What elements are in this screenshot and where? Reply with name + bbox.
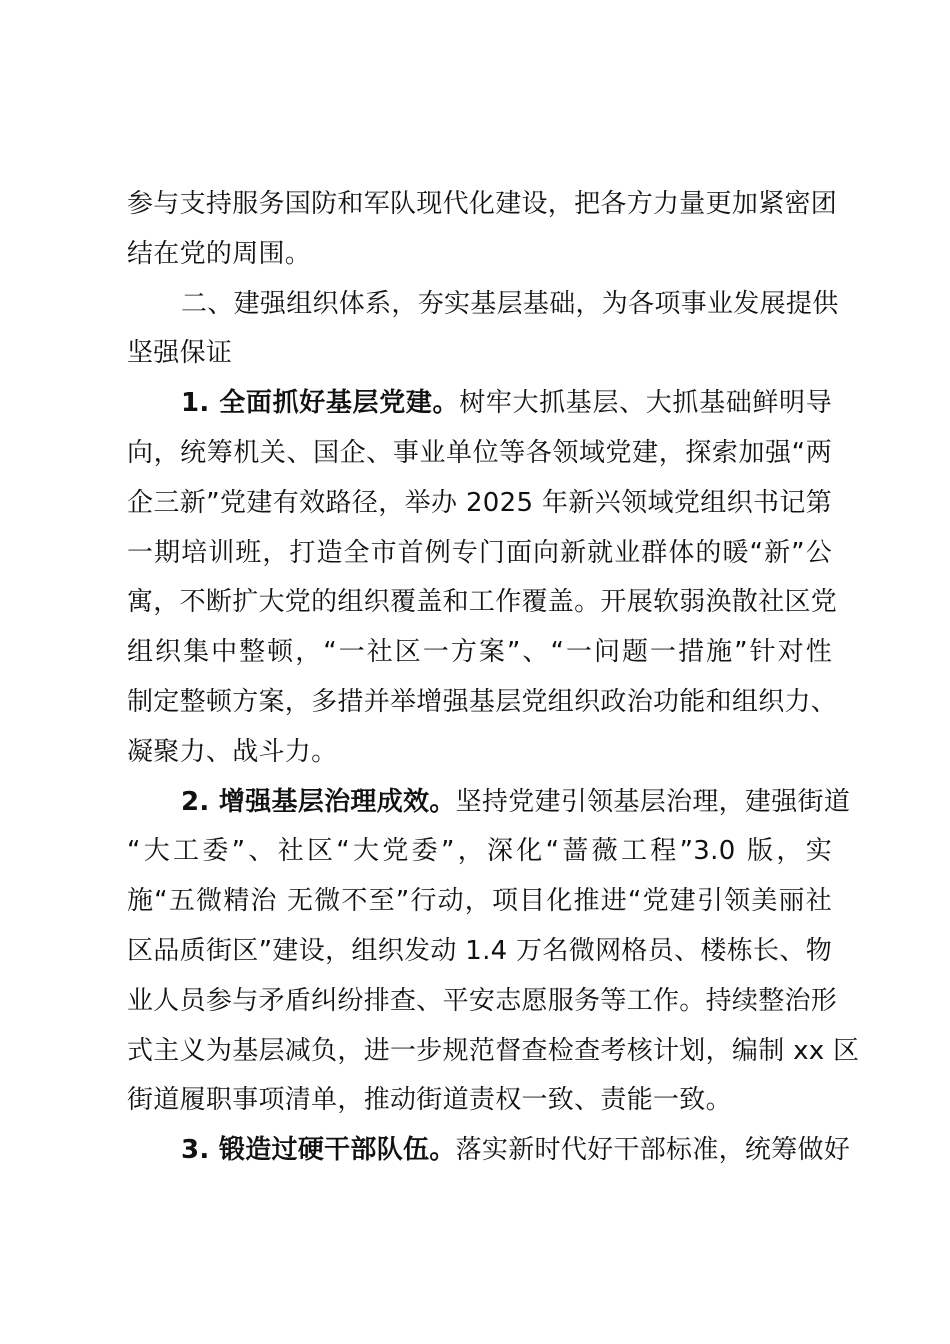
item-text: 树牢大抓基层、大抓基础鲜明导 (459, 388, 833, 419)
item-text: 落实新时代好干部标准，统筹做好 (455, 1135, 851, 1166)
item-text: 坚持党建引领基层治理，建强街道 (455, 786, 851, 817)
text-line: 式主义为基层减负，进一步规范督查检查考核计划，编制 xx 区 (127, 1035, 860, 1066)
item-lead: 3. 锻造过硬干部队伍。 (181, 1135, 456, 1166)
item-3-paragraph (127, 1126, 851, 1176)
text-line: 参与支持服务国防和军队现代化建设，把各方力量更加紧密团 (127, 189, 838, 219)
text-line: 向，统筹机关、国企、事业单位等各领域党建，探索加强“两 (127, 437, 832, 468)
text-line: 街道履职事项清单，推动街道责权一致、责能一致。 (127, 1085, 732, 1116)
text-line: 企三新”党建有效路径，举办 2025 年新兴领域党组织书记第 (127, 487, 832, 518)
text-line: 结在党的周围。 (127, 238, 312, 269)
text-line: 区品质街区”建设，组织发动 1.4 万名微网格员、楼栋长、物 (127, 935, 832, 966)
text-line: 业人员参与矛盾纠纷排查、平安志愿服务等工作。持续整治形 (127, 985, 838, 1016)
document-body (127, 180, 860, 1176)
section-heading (127, 280, 839, 380)
item-lead: 2. 增强基层治理成效。 (181, 786, 456, 817)
text-line: 制定整顿方案，多措并举增强基层党组织政治功能和组织力、 (127, 686, 838, 717)
text-line (127, 379, 832, 429)
heading-line: 坚强保证 (127, 338, 233, 369)
text-line: 寓，不断扩大党的组织覆盖和工作覆盖。开展软弱涣散社区党 (127, 587, 838, 618)
heading-line: 二、建强组织体系，夯实基层基础，为各项事业发展提供 (181, 288, 839, 319)
text-line: 施“五微精治 无微不至”行动，项目化推进“党建引领美丽社 (127, 886, 832, 917)
item-lead: 1. 全面抓好基层党建。 (181, 388, 460, 419)
text-line: 凝聚力、战斗力。 (127, 736, 338, 767)
text-line: 组织集中整顿，“一社区一方案”、“一问题一措施”针对性 (127, 637, 832, 668)
item-2-paragraph (127, 778, 860, 1127)
text-line: 一期培训班，打造全市首例专门面向新就业群体的暖“新”公 (127, 537, 832, 568)
item-1-paragraph (127, 379, 838, 777)
paragraph-continuation (127, 180, 838, 280)
text-line (127, 1126, 851, 1176)
text-line (127, 778, 851, 828)
text-line: “大工委”、社区“大党委”，深化“蔷薇工程”3.0 版，实 (127, 836, 832, 867)
